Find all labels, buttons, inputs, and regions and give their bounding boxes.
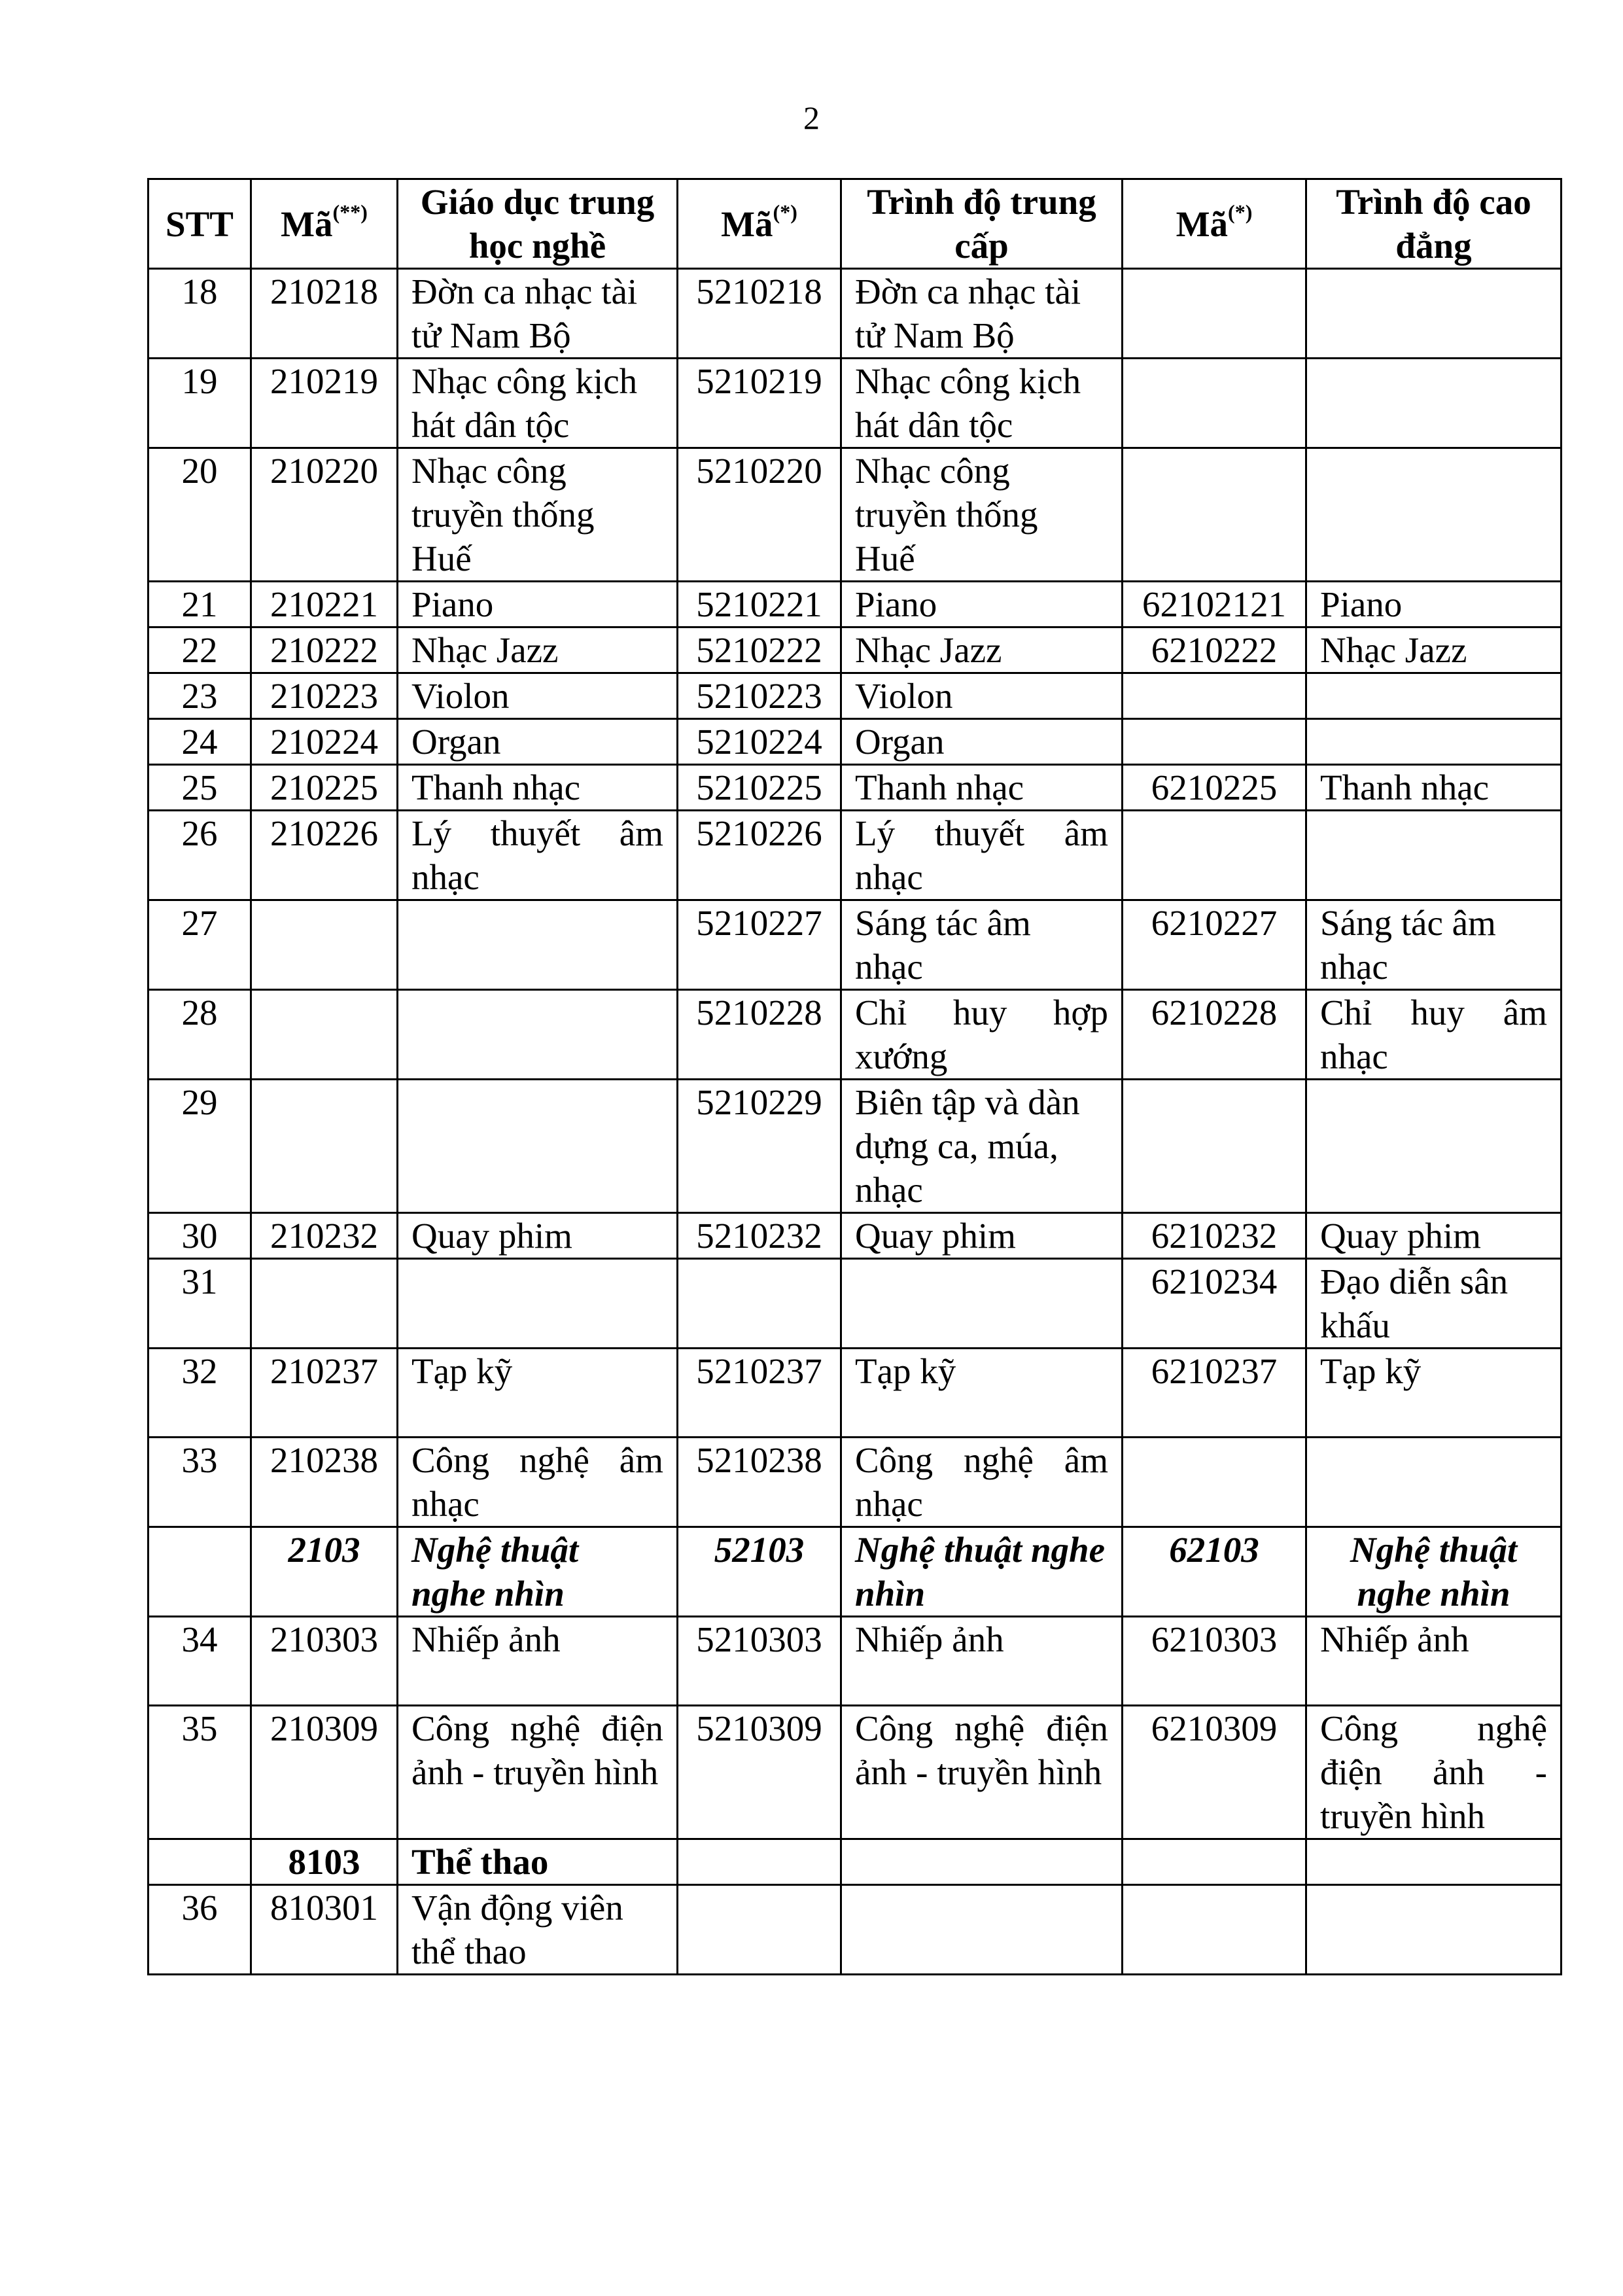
cell-trung-cap: Thanh nhạc xyxy=(841,765,1123,811)
cell-trung-cap: Nhạc Jazz xyxy=(841,627,1123,673)
cell-ma-trung-cap: 5210228 xyxy=(678,990,841,1080)
cell-ma: 210220 xyxy=(251,448,398,582)
table-row xyxy=(148,1617,1562,1706)
cell-ma-trung-cap: 5210229 xyxy=(678,1080,841,1213)
cell-trung-cap xyxy=(841,1839,1123,1885)
cell-stt: 23 xyxy=(148,673,251,719)
cell-ma-cao-dang xyxy=(1123,269,1306,359)
cell-ma: 210237 xyxy=(251,1349,398,1438)
cell-trung-hoc-nghe: Nhiếp ảnh xyxy=(398,1617,678,1706)
cell-stt: 27 xyxy=(148,900,251,990)
cell-stt: 31 xyxy=(148,1259,251,1349)
header-stt: STT xyxy=(148,179,251,269)
cell-trung-hoc-nghe: Nhạc công truyền thống Huế xyxy=(398,448,678,582)
table-row xyxy=(148,811,1562,900)
cell-trung-hoc-nghe: Đờn ca nhạc tài tử Nam Bộ xyxy=(398,269,678,359)
cell-cao-dang xyxy=(1306,1839,1562,1885)
cell-ma-trung-cap xyxy=(678,1885,841,1975)
cell-ma xyxy=(251,1259,398,1349)
cell-trung-hoc-nghe xyxy=(398,990,678,1080)
header-giao-duc-trung-hoc-nghe: Giáo dục trung học nghề xyxy=(398,179,678,269)
cell-ma-cao-dang: 6210309 xyxy=(1123,1706,1306,1839)
table-row xyxy=(148,627,1562,673)
cell-cao-dang: Tạp kỹ xyxy=(1306,1349,1562,1438)
cell-cao-dang: Nhạc Jazz xyxy=(1306,627,1562,673)
cell-trung-hoc-nghe xyxy=(398,1259,678,1349)
cell-trung-cap: Chỉ huy hợp xướng xyxy=(841,990,1123,1080)
cell-cao-dang: Quay phim xyxy=(1306,1213,1562,1259)
cell-trung-hoc-nghe: Vận động viên thể thao xyxy=(398,1885,678,1975)
cell-trung-cap: Nhạc công truyền thống Huế xyxy=(841,448,1123,582)
cell-trung-hoc-nghe: Violon xyxy=(398,673,678,719)
cell-ma: 210218 xyxy=(251,269,398,359)
cell-cao-dang xyxy=(1306,811,1562,900)
cell-stt: 34 xyxy=(148,1617,251,1706)
cell-ma: 210309 xyxy=(251,1706,398,1839)
table-row xyxy=(148,765,1562,811)
cell-trung-cap xyxy=(841,1259,1123,1349)
table-row xyxy=(148,673,1562,719)
cell-ma-trung-cap: 5210238 xyxy=(678,1438,841,1527)
table-row xyxy=(148,269,1562,359)
cell-ma: 210225 xyxy=(251,765,398,811)
header-trinh-do-cao-dang: Trình độ cao đẳng xyxy=(1306,179,1562,269)
cell-ma-trung-cap: 5210227 xyxy=(678,900,841,990)
cell-stt: 21 xyxy=(148,582,251,627)
cell-trung-hoc-nghe: Nghệ thuật nghe nhìn xyxy=(398,1527,678,1617)
cell-ma-trung-cap: 5210309 xyxy=(678,1706,841,1839)
cell-cao-dang: Đạo diễn sân khấu xyxy=(1306,1259,1562,1349)
cell-trung-cap: Violon xyxy=(841,673,1123,719)
table-row xyxy=(148,582,1562,627)
cell-ma: 210238 xyxy=(251,1438,398,1527)
cell-trung-hoc-nghe: Công nghệ điện ảnh - truyền hình xyxy=(398,1706,678,1839)
table-row xyxy=(148,1706,1562,1839)
cell-cao-dang: Công nghệ điện ảnh - truyền hình xyxy=(1306,1706,1562,1839)
table-row xyxy=(148,990,1562,1080)
cell-stt: 19 xyxy=(148,359,251,448)
cell-ma: 210222 xyxy=(251,627,398,673)
cell-ma: 210221 xyxy=(251,582,398,627)
cell-stt: 29 xyxy=(148,1080,251,1213)
header-ma-cao-dang: Mã(*) xyxy=(1123,179,1306,269)
cell-ma: 210219 xyxy=(251,359,398,448)
cell-ma: 210224 xyxy=(251,719,398,765)
cell-cao-dang: Piano xyxy=(1306,582,1562,627)
header-trinh-do-trung-cap: Trình độ trung cấp xyxy=(841,179,1123,269)
cell-cao-dang xyxy=(1306,1438,1562,1527)
table-group-row xyxy=(148,1527,1562,1617)
cell-cao-dang xyxy=(1306,359,1562,448)
cell-trung-cap: Piano xyxy=(841,582,1123,627)
table-row xyxy=(148,900,1562,990)
cell-trung-cap: Nhiếp ảnh xyxy=(841,1617,1123,1706)
cell-ma-cao-dang: 6210234 xyxy=(1123,1259,1306,1349)
cell-ma-trung-cap: 5210218 xyxy=(678,269,841,359)
cell-stt: 18 xyxy=(148,269,251,359)
table-row xyxy=(148,1349,1562,1438)
cell-trung-cap: Công nghệ điện ảnh - truyền hình xyxy=(841,1706,1123,1839)
cell-ma-cao-dang: 62103 xyxy=(1123,1527,1306,1617)
cell-stt: 22 xyxy=(148,627,251,673)
cell-trung-hoc-nghe xyxy=(398,900,678,990)
cell-ma-trung-cap: 5210220 xyxy=(678,448,841,582)
table-row xyxy=(148,1259,1562,1349)
cell-ma-cao-dang: 6210303 xyxy=(1123,1617,1306,1706)
cell-trung-hoc-nghe: Nhạc Jazz xyxy=(398,627,678,673)
header-ma-nghe: Mã(**) xyxy=(251,179,398,269)
cell-stt: 33 xyxy=(148,1438,251,1527)
cell-ma-trung-cap xyxy=(678,1259,841,1349)
cell-trung-cap: Nhạc công kịch hát dân tộc xyxy=(841,359,1123,448)
cell-ma-trung-cap: 5210226 xyxy=(678,811,841,900)
cell-ma: 210226 xyxy=(251,811,398,900)
cell-cao-dang xyxy=(1306,448,1562,582)
cell-cao-dang: Thanh nhạc xyxy=(1306,765,1562,811)
cell-ma-cao-dang xyxy=(1123,1839,1306,1885)
cell-stt xyxy=(148,1527,251,1617)
cell-ma: 810301 xyxy=(251,1885,398,1975)
cell-stt: 32 xyxy=(148,1349,251,1438)
cell-ma: 210232 xyxy=(251,1213,398,1259)
cell-ma-cao-dang: 6210232 xyxy=(1123,1213,1306,1259)
table-row xyxy=(148,719,1562,765)
cell-stt: 36 xyxy=(148,1885,251,1975)
cell-trung-cap: Công nghệ âm nhạc xyxy=(841,1438,1123,1527)
cell-stt: 25 xyxy=(148,765,251,811)
cell-trung-cap: Nghệ thuật nghe nhìn xyxy=(841,1527,1123,1617)
cell-trung-hoc-nghe xyxy=(398,1080,678,1213)
cell-ma-cao-dang: 62102121 xyxy=(1123,582,1306,627)
cell-stt xyxy=(148,1839,251,1885)
cell-ma-trung-cap: 5210223 xyxy=(678,673,841,719)
table-row xyxy=(148,1885,1562,1975)
cell-cao-dang xyxy=(1306,673,1562,719)
cell-ma xyxy=(251,990,398,1080)
cell-cao-dang xyxy=(1306,1885,1562,1975)
cell-ma-trung-cap: 5210219 xyxy=(678,359,841,448)
cell-stt: 20 xyxy=(148,448,251,582)
cell-ma-cao-dang xyxy=(1123,1438,1306,1527)
cell-stt: 35 xyxy=(148,1706,251,1839)
cell-ma-cao-dang: 6210237 xyxy=(1123,1349,1306,1438)
cell-trung-hoc-nghe: Organ xyxy=(398,719,678,765)
cell-ma-cao-dang: 6210227 xyxy=(1123,900,1306,990)
cell-cao-dang: Nghệ thuật nghe nhìn xyxy=(1306,1527,1562,1617)
cell-ma-trung-cap: 5210232 xyxy=(678,1213,841,1259)
cell-trung-hoc-nghe: Thể thao xyxy=(398,1839,678,1885)
cell-trung-cap xyxy=(841,1885,1123,1975)
cell-ma-cao-dang: 6210222 xyxy=(1123,627,1306,673)
cell-trung-cap: Biên tập và dàn dựng ca, múa, nhạc xyxy=(841,1080,1123,1213)
cell-cao-dang: Sáng tác âm nhạc xyxy=(1306,900,1562,990)
cell-ma-cao-dang xyxy=(1123,673,1306,719)
cell-ma-trung-cap: 52103 xyxy=(678,1527,841,1617)
cell-ma-trung-cap: 5210225 xyxy=(678,765,841,811)
cell-ma: 2103 xyxy=(251,1527,398,1617)
cell-ma: 210303 xyxy=(251,1617,398,1706)
cell-ma-trung-cap: 5210224 xyxy=(678,719,841,765)
cell-ma-cao-dang: 6210225 xyxy=(1123,765,1306,811)
cell-trung-hoc-nghe: Piano xyxy=(398,582,678,627)
occupation-code-table xyxy=(147,178,1562,1975)
cell-trung-cap: Lý thuyết âm nhạc xyxy=(841,811,1123,900)
cell-ma-cao-dang xyxy=(1123,719,1306,765)
cell-trung-cap: Quay phim xyxy=(841,1213,1123,1259)
cell-ma-trung-cap: 5210221 xyxy=(678,582,841,627)
cell-cao-dang xyxy=(1306,269,1562,359)
table-row xyxy=(148,448,1562,582)
cell-cao-dang: Nhiếp ảnh xyxy=(1306,1617,1562,1706)
cell-trung-cap: Tạp kỹ xyxy=(841,1349,1123,1438)
cell-stt: 30 xyxy=(148,1213,251,1259)
cell-ma-cao-dang xyxy=(1123,1885,1306,1975)
cell-trung-hoc-nghe: Lý thuyết âm nhạc xyxy=(398,811,678,900)
cell-cao-dang: Chỉ huy âm nhạc xyxy=(1306,990,1562,1080)
table-row xyxy=(148,1213,1562,1259)
cell-ma-trung-cap: 5210222 xyxy=(678,627,841,673)
cell-trung-hoc-nghe: Nhạc công kịch hát dân tộc xyxy=(398,359,678,448)
cell-ma: 210223 xyxy=(251,673,398,719)
cell-ma-trung-cap: 5210303 xyxy=(678,1617,841,1706)
cell-trung-hoc-nghe: Tạp kỹ xyxy=(398,1349,678,1438)
cell-trung-cap: Organ xyxy=(841,719,1123,765)
cell-ma-cao-dang: 6210228 xyxy=(1123,990,1306,1080)
cell-ma: 8103 xyxy=(251,1839,398,1885)
table-row xyxy=(148,359,1562,448)
cell-stt: 26 xyxy=(148,811,251,900)
cell-ma-trung-cap xyxy=(678,1839,841,1885)
cell-ma xyxy=(251,900,398,990)
cell-trung-hoc-nghe: Thanh nhạc xyxy=(398,765,678,811)
cell-ma xyxy=(251,1080,398,1213)
cell-cao-dang xyxy=(1306,719,1562,765)
cell-trung-cap: Sáng tác âm nhạc xyxy=(841,900,1123,990)
cell-trung-hoc-nghe: Công nghệ âm nhạc xyxy=(398,1438,678,1527)
cell-ma-cao-dang xyxy=(1123,811,1306,900)
cell-ma-cao-dang xyxy=(1123,1080,1306,1213)
header-ma-trung-cap: Mã(*) xyxy=(678,179,841,269)
cell-ma-cao-dang xyxy=(1123,359,1306,448)
cell-ma-trung-cap: 5210237 xyxy=(678,1349,841,1438)
table-header-row xyxy=(148,179,1562,269)
cell-trung-hoc-nghe: Quay phim xyxy=(398,1213,678,1259)
table-row xyxy=(148,1080,1562,1213)
cell-stt: 28 xyxy=(148,990,251,1080)
cell-cao-dang xyxy=(1306,1080,1562,1213)
table-group-row xyxy=(148,1839,1562,1885)
table-row xyxy=(148,1438,1562,1527)
cell-stt: 24 xyxy=(148,719,251,765)
cell-trung-cap: Đờn ca nhạc tài tử Nam Bộ xyxy=(841,269,1123,359)
page-number: 2 xyxy=(803,99,820,136)
cell-ma-cao-dang xyxy=(1123,448,1306,582)
